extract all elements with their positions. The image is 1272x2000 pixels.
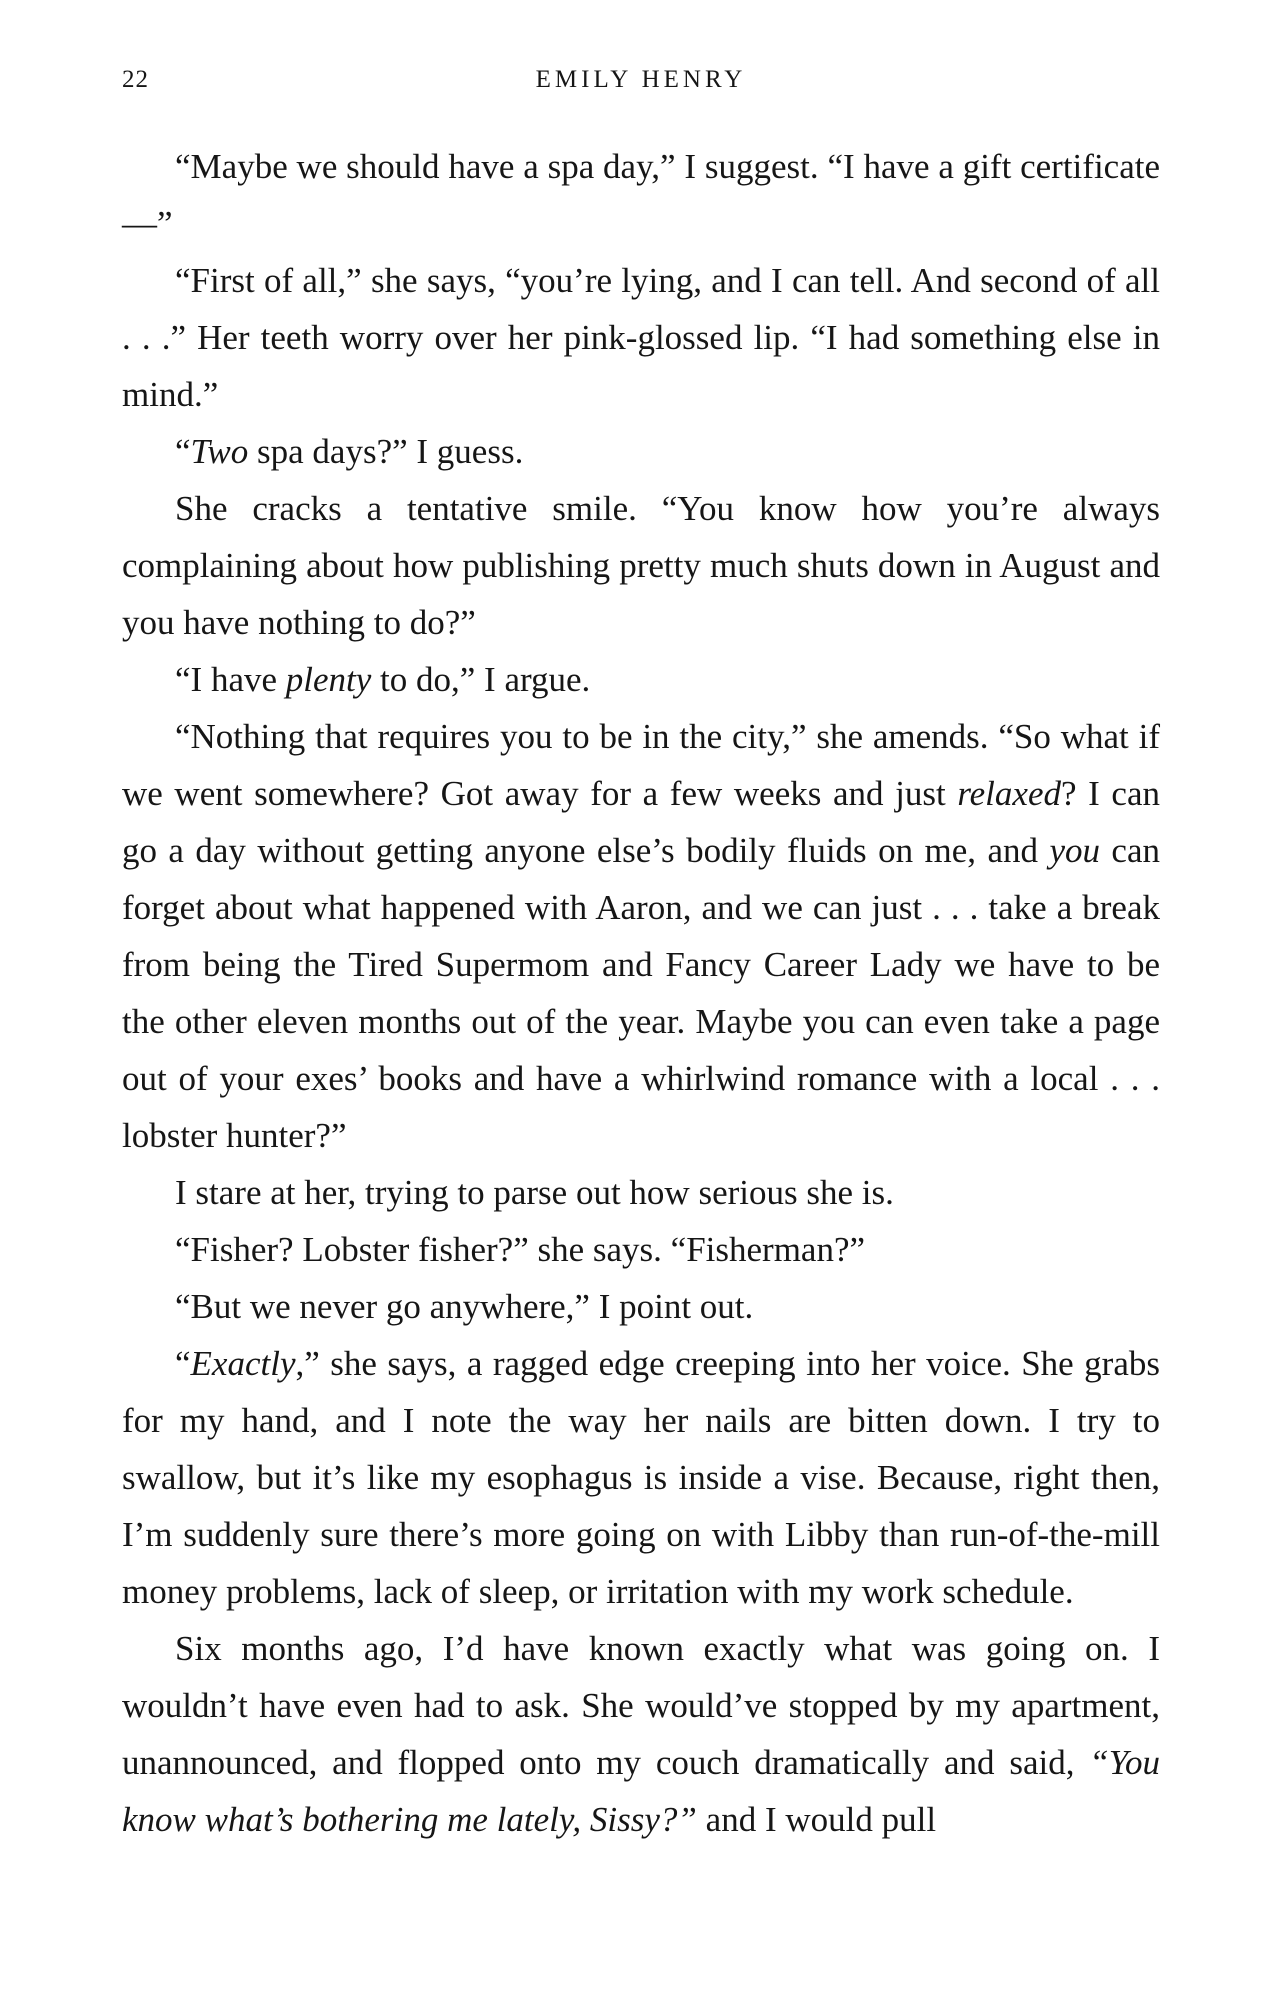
text-run: can forget about what happened with Aaron, and we can just . . . take a break from being the Tired Supermom and Fancy Career Lady we have to be the other eleven months out of the year. Maybe you can even take a page out of your exes’ books and have a whirlwind romance with a local . . . lobster hunter?”	[122, 831, 1160, 1155]
paragraph	[122, 138, 1160, 252]
text-run: “But we never go anywhere,” I point out.	[175, 1287, 754, 1326]
text-run: “	[175, 1344, 191, 1383]
paragraph	[122, 423, 1160, 480]
italic-text: Exactly	[190, 1344, 296, 1383]
paragraph	[122, 1164, 1160, 1221]
running-title: EMILY HENRY	[535, 66, 747, 93]
text-run: ? I can go a day without getting anyone else’s bodily fluids on me, and	[122, 774, 1160, 870]
text-run: “First of all,” she says, “you’re lying, and I can tell. And second of all . . .” Her teeth worry over her pink-glossed lip. “I had something else in mind.”	[122, 261, 1160, 414]
text-run: I stare at her, trying to parse out how serious she is.	[175, 1173, 894, 1212]
paragraph	[122, 1335, 1160, 1620]
paragraph	[122, 651, 1160, 708]
paragraph	[122, 252, 1160, 423]
book-page	[122, 62, 1160, 1848]
text-run: “I have	[175, 660, 286, 699]
text-run: “Nothing that requires you to be in the city,” she amends. “So what if we went somewhere? Got away for a few weeks and just	[122, 717, 1160, 813]
text-run: ,” she says, a ragged edge creeping into her voice. She grabs for my hand, and I note the way her nails are bitten down. I try to swallow, but it’s like my esophagus is inside a vise. Because, right then, I’m suddenly sure there’s more going on with Libby than run-of-the-mill money problems, lack of sleep, or irritation with my work schedule.	[122, 1344, 1160, 1611]
paragraph	[122, 1221, 1160, 1278]
italic-text: relaxed	[957, 774, 1061, 813]
text-run: “Maybe we should have a spa day,” I suggest. “I have a gift certificate—”	[122, 147, 1160, 243]
paragraph	[122, 1620, 1160, 1848]
text-run: “	[175, 432, 191, 471]
italic-text: plenty	[285, 660, 372, 699]
paragraph	[122, 708, 1160, 1164]
running-head	[122, 62, 1160, 102]
text-run: spa days?” I guess.	[248, 432, 524, 471]
text-run: Six months ago, I’d have known exactly what was going on. I wouldn’t have even had to ask. She would’ve stopped by my apartment, unannounced, and flopped onto my couch dramatically and said,	[122, 1629, 1160, 1782]
text-run: to do,” I argue.	[371, 660, 591, 699]
page-number: 22	[122, 66, 149, 93]
italic-text: you	[1049, 831, 1100, 870]
text-run: “Fisher? Lobster fisher?” she says. “Fisherman?”	[175, 1230, 866, 1269]
italic-text: “You know what’s bothering me lately, Sissy?”	[122, 1743, 1160, 1839]
text-run: and I would pull	[696, 1800, 937, 1839]
paragraph	[122, 1278, 1160, 1335]
paragraph	[122, 480, 1160, 651]
body-text	[122, 138, 1160, 1848]
text-run: She cracks a tentative smile. “You know how you’re always complaining about how publishing pretty much shuts down in August and you have nothing to do?”	[122, 489, 1160, 642]
italic-text: Two	[190, 432, 249, 471]
